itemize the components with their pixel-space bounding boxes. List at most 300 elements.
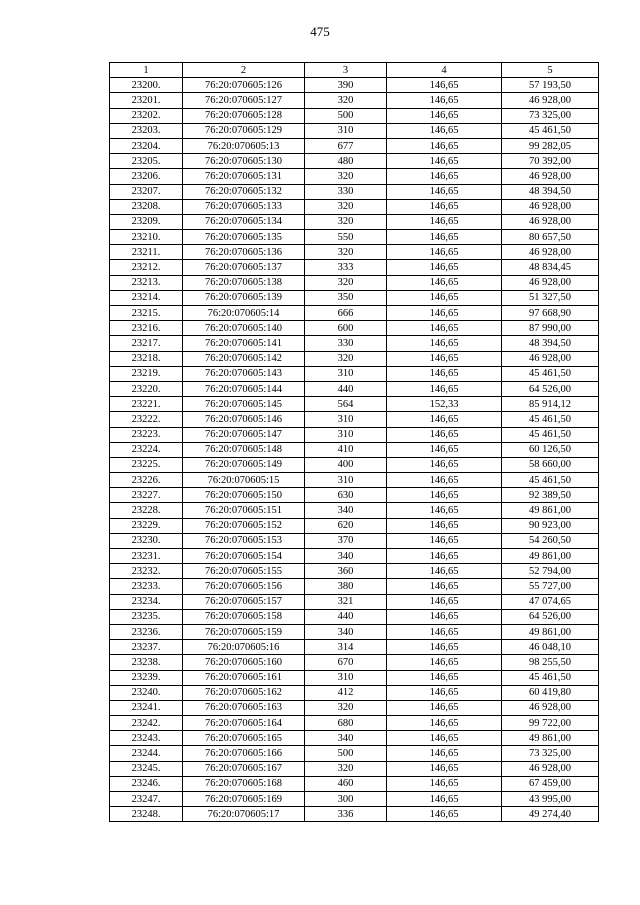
value-cell: 45 461,50	[502, 427, 599, 442]
column-header-2: 2	[183, 63, 305, 78]
cadastral-number-cell: 76:20:070605:158	[183, 609, 305, 624]
rate-cell: 146,65	[387, 503, 502, 518]
table-row	[110, 685, 599, 700]
value-cell: 46 928,00	[502, 169, 599, 184]
row-number-cell: 23223.	[110, 427, 183, 442]
rate-cell: 146,65	[387, 670, 502, 685]
rate-cell: 146,65	[387, 594, 502, 609]
cadastral-number-cell: 76:20:070605:140	[183, 321, 305, 336]
table-row	[110, 290, 599, 305]
area-cell: 670	[305, 655, 387, 670]
rate-cell: 146,65	[387, 640, 502, 655]
rate-cell: 146,65	[387, 275, 502, 290]
row-number-cell: 23230.	[110, 533, 183, 548]
row-number-cell: 23206.	[110, 169, 183, 184]
row-number-cell: 23243.	[110, 731, 183, 746]
cadastral-number-cell: 76:20:070605:16	[183, 640, 305, 655]
area-cell: 620	[305, 518, 387, 533]
row-number-cell: 23220.	[110, 381, 183, 396]
table-row	[110, 564, 599, 579]
cadastral-number-cell: 76:20:070605:168	[183, 776, 305, 791]
cadastral-number-cell: 76:20:070605:129	[183, 123, 305, 138]
value-cell: 73 325,00	[502, 108, 599, 123]
area-cell: 380	[305, 579, 387, 594]
value-cell: 46 048,10	[502, 640, 599, 655]
cadastral-number-cell: 76:20:070605:133	[183, 199, 305, 214]
table-row	[110, 746, 599, 761]
table-row	[110, 230, 599, 245]
area-cell: 320	[305, 214, 387, 229]
row-number-cell: 23242.	[110, 716, 183, 731]
rate-cell: 146,65	[387, 412, 502, 427]
row-number-cell: 23245.	[110, 761, 183, 776]
cadastral-number-cell: 76:20:070605:151	[183, 503, 305, 518]
rate-cell: 146,65	[387, 321, 502, 336]
row-number-cell: 23246.	[110, 776, 183, 791]
rate-cell: 146,65	[387, 564, 502, 579]
row-number-cell: 23201.	[110, 93, 183, 108]
area-cell: 440	[305, 381, 387, 396]
table-row	[110, 670, 599, 685]
value-cell: 99 282,05	[502, 138, 599, 153]
value-cell: 48 394,50	[502, 336, 599, 351]
cadastral-number-cell: 76:20:070605:152	[183, 518, 305, 533]
cadastral-number-cell: 76:20:070605:132	[183, 184, 305, 199]
rate-cell: 146,65	[387, 807, 502, 822]
row-number-cell: 23240.	[110, 685, 183, 700]
rate-cell: 146,65	[387, 457, 502, 472]
rate-cell: 146,65	[387, 199, 502, 214]
row-number-cell: 23213.	[110, 275, 183, 290]
area-cell: 340	[305, 503, 387, 518]
area-cell: 310	[305, 412, 387, 427]
table-row	[110, 731, 599, 746]
area-cell: 320	[305, 199, 387, 214]
rate-cell: 146,65	[387, 533, 502, 548]
table-row	[110, 549, 599, 564]
row-number-cell: 23234.	[110, 594, 183, 609]
rate-cell: 146,65	[387, 624, 502, 639]
column-header-3: 3	[305, 63, 387, 78]
value-cell: 48 394,50	[502, 184, 599, 199]
row-number-cell: 23221.	[110, 397, 183, 412]
table-row	[110, 503, 599, 518]
value-cell: 58 660,00	[502, 457, 599, 472]
table-row	[110, 609, 599, 624]
cadastral-number-cell: 76:20:070605:159	[183, 624, 305, 639]
area-cell: 320	[305, 245, 387, 260]
area-cell: 360	[305, 564, 387, 579]
header-row	[110, 63, 599, 78]
table-row	[110, 78, 599, 93]
cadastral-number-cell: 76:20:070605:127	[183, 93, 305, 108]
value-cell: 51 327,50	[502, 290, 599, 305]
table-row	[110, 579, 599, 594]
rate-cell: 152,33	[387, 397, 502, 412]
value-cell: 49 274,40	[502, 807, 599, 822]
row-number-cell: 23238.	[110, 655, 183, 670]
rate-cell: 146,65	[387, 306, 502, 321]
area-cell: 310	[305, 427, 387, 442]
area-cell: 400	[305, 457, 387, 472]
table-row	[110, 716, 599, 731]
rate-cell: 146,65	[387, 427, 502, 442]
rate-cell: 146,65	[387, 230, 502, 245]
cadastral-number-cell: 76:20:070605:163	[183, 700, 305, 715]
rate-cell: 146,65	[387, 579, 502, 594]
area-cell: 350	[305, 290, 387, 305]
area-cell: 320	[305, 700, 387, 715]
cadastral-number-cell: 76:20:070605:13	[183, 138, 305, 153]
table-row	[110, 321, 599, 336]
table-row	[110, 381, 599, 396]
table-row	[110, 442, 599, 457]
table-row	[110, 214, 599, 229]
table-row	[110, 427, 599, 442]
area-cell: 330	[305, 336, 387, 351]
rate-cell: 146,65	[387, 716, 502, 731]
cadastral-number-cell: 76:20:070605:164	[183, 716, 305, 731]
cadastral-number-cell: 76:20:070605:139	[183, 290, 305, 305]
area-cell: 600	[305, 321, 387, 336]
rate-cell: 146,65	[387, 473, 502, 488]
cadastral-number-cell: 76:20:070605:167	[183, 761, 305, 776]
row-number-cell: 23203.	[110, 123, 183, 138]
area-cell: 320	[305, 93, 387, 108]
table-row	[110, 457, 599, 472]
table-row	[110, 336, 599, 351]
row-number-cell: 23211.	[110, 245, 183, 260]
rate-cell: 146,65	[387, 609, 502, 624]
cadastral-number-cell: 76:20:070605:162	[183, 685, 305, 700]
area-cell: 300	[305, 792, 387, 807]
value-cell: 85 914,12	[502, 397, 599, 412]
table-row	[110, 184, 599, 199]
rate-cell: 146,65	[387, 518, 502, 533]
area-cell: 314	[305, 640, 387, 655]
value-cell: 92 389,50	[502, 488, 599, 503]
area-cell: 412	[305, 685, 387, 700]
rate-cell: 146,65	[387, 731, 502, 746]
cadastral-number-cell: 76:20:070605:131	[183, 169, 305, 184]
value-cell: 87 990,00	[502, 321, 599, 336]
row-number-cell: 23212.	[110, 260, 183, 275]
row-number-cell: 23208.	[110, 199, 183, 214]
area-cell: 550	[305, 230, 387, 245]
row-number-cell: 23233.	[110, 579, 183, 594]
cadastral-number-cell: 76:20:070605:161	[183, 670, 305, 685]
cadastral-number-cell: 76:20:070605:141	[183, 336, 305, 351]
row-number-cell: 23200.	[110, 78, 183, 93]
value-cell: 55 727,00	[502, 579, 599, 594]
table-row	[110, 169, 599, 184]
area-cell: 677	[305, 138, 387, 153]
table-row	[110, 792, 599, 807]
cadastral-number-cell: 76:20:070605:142	[183, 351, 305, 366]
rate-cell: 146,65	[387, 336, 502, 351]
rate-cell: 146,65	[387, 655, 502, 670]
table-row	[110, 154, 599, 169]
cadastral-number-cell: 76:20:070605:15	[183, 473, 305, 488]
value-cell: 45 461,50	[502, 412, 599, 427]
cadastral-number-cell: 76:20:070605:153	[183, 533, 305, 548]
row-number-cell: 23205.	[110, 154, 183, 169]
area-cell: 320	[305, 351, 387, 366]
value-cell: 46 928,00	[502, 93, 599, 108]
value-cell: 98 255,50	[502, 655, 599, 670]
rate-cell: 146,65	[387, 685, 502, 700]
cadastral-number-cell: 76:20:070605:143	[183, 366, 305, 381]
cadastral-number-cell: 76:20:070605:155	[183, 564, 305, 579]
value-cell: 64 526,00	[502, 381, 599, 396]
cadastral-number-cell: 76:20:070605:147	[183, 427, 305, 442]
table-row	[110, 533, 599, 548]
column-header-1: 1	[110, 63, 183, 78]
cadastral-number-cell: 76:20:070605:148	[183, 442, 305, 457]
rate-cell: 146,65	[387, 169, 502, 184]
column-header-5: 5	[502, 63, 599, 78]
cadastral-number-cell: 76:20:070605:156	[183, 579, 305, 594]
cadastral-number-cell: 76:20:070605:17	[183, 807, 305, 822]
cadastral-number-cell: 76:20:070605:134	[183, 214, 305, 229]
table-row	[110, 366, 599, 381]
row-number-cell: 23215.	[110, 306, 183, 321]
cadastral-number-cell: 76:20:070605:130	[183, 154, 305, 169]
rate-cell: 146,65	[387, 549, 502, 564]
cadastral-number-cell: 76:20:070605:138	[183, 275, 305, 290]
cadastral-number-cell: 76:20:070605:165	[183, 731, 305, 746]
rate-cell: 146,65	[387, 138, 502, 153]
value-cell: 45 461,50	[502, 670, 599, 685]
table-row	[110, 93, 599, 108]
table-row	[110, 412, 599, 427]
row-number-cell: 23236.	[110, 624, 183, 639]
value-cell: 60 126,50	[502, 442, 599, 457]
area-cell: 500	[305, 108, 387, 123]
row-number-cell: 23217.	[110, 336, 183, 351]
area-cell: 320	[305, 275, 387, 290]
row-number-cell: 23218.	[110, 351, 183, 366]
rate-cell: 146,65	[387, 488, 502, 503]
value-cell: 49 861,00	[502, 503, 599, 518]
cadastral-number-cell: 76:20:070605:166	[183, 746, 305, 761]
value-cell: 46 928,00	[502, 214, 599, 229]
cadastral-number-cell: 76:20:070605:126	[183, 78, 305, 93]
value-cell: 45 461,50	[502, 473, 599, 488]
value-cell: 99 722,00	[502, 716, 599, 731]
table-row	[110, 594, 599, 609]
area-cell: 310	[305, 123, 387, 138]
table-row	[110, 518, 599, 533]
row-number-cell: 23202.	[110, 108, 183, 123]
area-cell: 410	[305, 442, 387, 457]
rate-cell: 146,65	[387, 761, 502, 776]
area-cell: 336	[305, 807, 387, 822]
rate-cell: 146,65	[387, 260, 502, 275]
cadastral-number-cell: 76:20:070605:136	[183, 245, 305, 260]
area-cell: 321	[305, 594, 387, 609]
value-cell: 70 392,00	[502, 154, 599, 169]
table-row	[110, 260, 599, 275]
value-cell: 80 657,50	[502, 230, 599, 245]
cadastral-number-cell: 76:20:070605:137	[183, 260, 305, 275]
cadastral-number-cell: 76:20:070605:150	[183, 488, 305, 503]
value-cell: 97 668,90	[502, 306, 599, 321]
area-cell: 460	[305, 776, 387, 791]
table-row	[110, 397, 599, 412]
row-number-cell: 23224.	[110, 442, 183, 457]
value-cell: 46 928,00	[502, 351, 599, 366]
rate-cell: 146,65	[387, 700, 502, 715]
table-row	[110, 776, 599, 791]
area-cell: 320	[305, 169, 387, 184]
rate-cell: 146,65	[387, 792, 502, 807]
row-number-cell: 23229.	[110, 518, 183, 533]
area-cell: 310	[305, 366, 387, 381]
area-cell: 340	[305, 624, 387, 639]
table-row	[110, 761, 599, 776]
value-cell: 52 794,00	[502, 564, 599, 579]
value-cell: 45 461,50	[502, 123, 599, 138]
rate-cell: 146,65	[387, 245, 502, 260]
value-cell: 73 325,00	[502, 746, 599, 761]
rate-cell: 146,65	[387, 214, 502, 229]
value-cell: 46 928,00	[502, 275, 599, 290]
rate-cell: 146,65	[387, 381, 502, 396]
row-number-cell: 23227.	[110, 488, 183, 503]
table-row	[110, 700, 599, 715]
value-cell: 45 461,50	[502, 366, 599, 381]
table-row	[110, 138, 599, 153]
cadastral-number-cell: 76:20:070605:160	[183, 655, 305, 670]
table-row	[110, 488, 599, 503]
table-row	[110, 306, 599, 321]
row-number-cell: 23216.	[110, 321, 183, 336]
area-cell: 680	[305, 716, 387, 731]
cadastral-number-cell: 76:20:070605:128	[183, 108, 305, 123]
value-cell: 90 923,00	[502, 518, 599, 533]
row-number-cell: 23226.	[110, 473, 183, 488]
table-row	[110, 624, 599, 639]
value-cell: 48 834,45	[502, 260, 599, 275]
area-cell: 333	[305, 260, 387, 275]
area-cell: 320	[305, 761, 387, 776]
row-number-cell: 23204.	[110, 138, 183, 153]
table-row	[110, 640, 599, 655]
value-cell: 46 928,00	[502, 700, 599, 715]
table-row	[110, 245, 599, 260]
row-number-cell: 23210.	[110, 230, 183, 245]
row-number-cell: 23247.	[110, 792, 183, 807]
value-cell: 47 074,65	[502, 594, 599, 609]
value-cell: 46 928,00	[502, 199, 599, 214]
value-cell: 67 459,00	[502, 776, 599, 791]
table-row	[110, 473, 599, 488]
rate-cell: 146,65	[387, 93, 502, 108]
area-cell: 310	[305, 670, 387, 685]
value-cell: 49 861,00	[502, 549, 599, 564]
row-number-cell: 23222.	[110, 412, 183, 427]
row-number-cell: 23219.	[110, 366, 183, 381]
cadastral-number-cell: 76:20:070605:14	[183, 306, 305, 321]
table-row	[110, 123, 599, 138]
cadastral-number-cell: 76:20:070605:154	[183, 549, 305, 564]
table-row	[110, 199, 599, 214]
row-number-cell: 23248.	[110, 807, 183, 822]
area-cell: 500	[305, 746, 387, 761]
cadastral-number-cell: 76:20:070605:146	[183, 412, 305, 427]
row-number-cell: 23225.	[110, 457, 183, 472]
rate-cell: 146,65	[387, 351, 502, 366]
column-header-4: 4	[387, 63, 502, 78]
value-cell: 49 861,00	[502, 731, 599, 746]
rate-cell: 146,65	[387, 154, 502, 169]
data-table	[109, 62, 599, 822]
value-cell: 60 419,80	[502, 685, 599, 700]
area-cell: 564	[305, 397, 387, 412]
rate-cell: 146,65	[387, 78, 502, 93]
area-cell: 330	[305, 184, 387, 199]
table-row	[110, 807, 599, 822]
value-cell: 46 928,00	[502, 245, 599, 260]
rate-cell: 146,65	[387, 776, 502, 791]
row-number-cell: 23241.	[110, 700, 183, 715]
page-number: 475	[310, 24, 330, 39]
rate-cell: 146,65	[387, 746, 502, 761]
row-number-cell: 23244.	[110, 746, 183, 761]
row-number-cell: 23228.	[110, 503, 183, 518]
value-cell: 54 260,50	[502, 533, 599, 548]
area-cell: 630	[305, 488, 387, 503]
cadastral-number-cell: 76:20:070605:144	[183, 381, 305, 396]
cadastral-number-cell: 76:20:070605:135	[183, 230, 305, 245]
area-cell: 310	[305, 473, 387, 488]
rate-cell: 146,65	[387, 442, 502, 457]
value-cell: 57 193,50	[502, 78, 599, 93]
row-number-cell: 23239.	[110, 670, 183, 685]
rate-cell: 146,65	[387, 366, 502, 381]
area-cell: 480	[305, 154, 387, 169]
value-cell: 43 995,00	[502, 792, 599, 807]
row-number-cell: 23232.	[110, 564, 183, 579]
value-cell: 46 928,00	[502, 761, 599, 776]
area-cell: 370	[305, 533, 387, 548]
row-number-cell: 23209.	[110, 214, 183, 229]
cadastral-number-cell: 76:20:070605:169	[183, 792, 305, 807]
row-number-cell: 23231.	[110, 549, 183, 564]
value-cell: 49 861,00	[502, 624, 599, 639]
cadastral-number-cell: 76:20:070605:157	[183, 594, 305, 609]
cadastral-number-cell: 76:20:070605:149	[183, 457, 305, 472]
value-cell: 64 526,00	[502, 609, 599, 624]
table-body	[110, 78, 599, 822]
row-number-cell: 23235.	[110, 609, 183, 624]
rate-cell: 146,65	[387, 290, 502, 305]
area-cell: 666	[305, 306, 387, 321]
row-number-cell: 23207.	[110, 184, 183, 199]
rate-cell: 146,65	[387, 108, 502, 123]
table-row	[110, 275, 599, 290]
area-cell: 340	[305, 549, 387, 564]
row-number-cell: 23214.	[110, 290, 183, 305]
table-row	[110, 108, 599, 123]
rate-cell: 146,65	[387, 184, 502, 199]
area-cell: 340	[305, 731, 387, 746]
table-row	[110, 351, 599, 366]
cadastral-number-cell: 76:20:070605:145	[183, 397, 305, 412]
table-row	[110, 655, 599, 670]
rate-cell: 146,65	[387, 123, 502, 138]
